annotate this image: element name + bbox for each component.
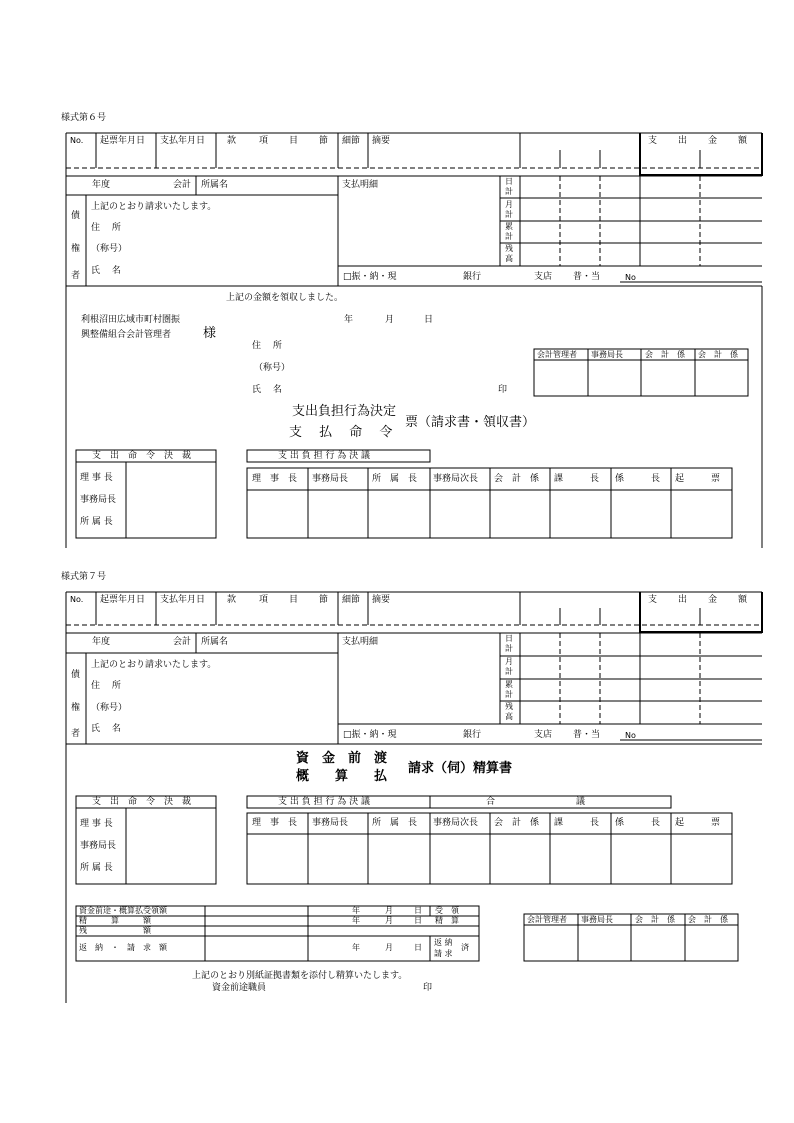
- header-tekiyo: 摘要: [372, 595, 391, 605]
- futan-col: 所 属 長: [372, 474, 418, 484]
- meirei-row: 理 事 長: [80, 473, 113, 483]
- kei-label: 日: [505, 634, 513, 643]
- settle-month: 月: [385, 916, 393, 925]
- settle-day: 日: [414, 916, 422, 925]
- futan-col: 係 長: [615, 818, 661, 828]
- settle-henno: 返 納: [434, 938, 453, 947]
- receipt-text: 上記の金額を領収しました。: [226, 293, 344, 303]
- amount-char: 額: [738, 595, 748, 605]
- header-shiharai-date: 支払年月日: [160, 595, 206, 605]
- meirei-title: 支 出 命 令 決 裁: [92, 451, 192, 461]
- creditor-char: 権: [71, 703, 81, 713]
- seal-mark: 印: [423, 983, 433, 993]
- header-kou: 項: [259, 136, 269, 146]
- kei-label: 残: [505, 702, 513, 711]
- doc-title-suffix: 票（請求書・領収書）: [405, 415, 536, 430]
- creditor-char: 権: [71, 244, 81, 254]
- meirei-row: 所 属 長: [80, 517, 113, 527]
- futan-col: 課 長: [554, 474, 600, 484]
- approval-header: 事務局長: [581, 915, 613, 924]
- settle-row-label: 精 算 額: [79, 916, 151, 925]
- kei-label: 計: [505, 210, 513, 219]
- address-label-2: 住 所: [252, 341, 282, 351]
- furi-label: □振・納・現: [343, 730, 397, 740]
- kei-label: 高: [505, 712, 513, 721]
- name-label-2: 氏 名: [252, 385, 282, 395]
- bank-label: 銀行: [463, 730, 482, 740]
- futan-col: 所 属 長: [372, 818, 418, 828]
- settle-day: 日: [414, 906, 422, 915]
- bank-label: 銀行: [463, 272, 482, 282]
- futan-col: 事務局長: [312, 474, 349, 484]
- futan-col: 課 長: [554, 818, 600, 828]
- org-name-1: 利根沼田広域市町村圏振: [81, 315, 181, 325]
- settle-row-label: 残 額: [79, 926, 151, 935]
- seal-mark: 印: [498, 385, 508, 395]
- doc-title-line1: 資 金 前 渡: [296, 751, 388, 766]
- approval-header: 会 計 係: [645, 350, 685, 359]
- settle-row-label: 資金前途・概算払受領額: [79, 906, 167, 915]
- futan-col: 会 計 係: [494, 474, 540, 484]
- shogo-label: （称号）: [91, 703, 128, 713]
- futan-title: 支 出 負 担 行 為 決 議: [278, 797, 371, 807]
- settle-juryo: 受 領: [435, 906, 459, 915]
- header-shiharai-date: 支払年月日: [160, 136, 206, 146]
- nendo-label: 年度: [92, 180, 111, 190]
- form6-title: 様式第６号: [61, 113, 107, 123]
- meirei-row: 理 事 長: [80, 819, 113, 829]
- header-moku: 目: [289, 595, 299, 605]
- meirei-row: 事務局長: [80, 495, 117, 505]
- approval-header: 会 計 係: [688, 915, 728, 924]
- kei-label: 計: [505, 644, 513, 653]
- settle-month: 月: [385, 906, 393, 915]
- settle-seikyu: 請 求: [434, 949, 453, 958]
- kei-label: 日: [505, 177, 513, 186]
- name-label: 氏 名: [91, 724, 121, 734]
- header-no: No.: [70, 595, 84, 604]
- gougi-title: 合 議: [486, 797, 586, 807]
- branch-label: 支店: [534, 272, 553, 282]
- futan-col: 起 票: [675, 474, 721, 484]
- kei-label: 計: [505, 690, 513, 699]
- approval-header: 事務局長: [591, 350, 623, 359]
- doc-title-suffix: 請求（伺）精算書: [408, 761, 513, 776]
- kei-label: 高: [505, 254, 513, 263]
- kei-label: 計: [505, 232, 513, 241]
- futsu-label: 普・当: [573, 730, 601, 740]
- branch-label: 支店: [534, 730, 553, 740]
- header-no: No.: [70, 136, 84, 145]
- shogo-label-2: （称号）: [254, 363, 291, 373]
- settle-year: 年: [352, 906, 360, 915]
- futan-col: 会 計 係: [494, 818, 540, 828]
- approval-header: 会 計 係: [635, 915, 675, 924]
- approval-header: 会計管理者: [537, 350, 577, 359]
- request-text: 上記のとおり請求いたします。: [91, 660, 217, 670]
- approval-header: 会計管理者: [527, 915, 567, 924]
- meisai-label: 支払明細: [342, 180, 379, 190]
- kei-label: 残: [505, 244, 513, 253]
- account-no-label: No: [625, 731, 636, 740]
- creditor-char: 債: [71, 670, 81, 680]
- futsu-label: 普・当: [573, 272, 601, 282]
- staff-label: 資金前途職員: [212, 983, 267, 993]
- amount-char: 支: [648, 595, 658, 605]
- kei-label: 月: [505, 200, 513, 209]
- meirei-title: 支 出 命 令 決 裁: [92, 797, 192, 807]
- furi-label: □振・納・現: [343, 272, 397, 282]
- futan-col: 理 事 長: [252, 818, 298, 828]
- nendo-label: 年度: [92, 637, 111, 647]
- date-year: 年: [344, 315, 354, 325]
- creditor-char: 者: [71, 729, 81, 739]
- futan-col: 係 長: [615, 474, 661, 484]
- kei-label: 累: [505, 680, 513, 689]
- shozoku-label: 所属名: [201, 180, 229, 190]
- approval-header: 会 計 係: [698, 350, 738, 359]
- futan-col: 事務局長: [312, 818, 349, 828]
- header-setsu: 節: [319, 595, 329, 605]
- meisai-label: 支払明細: [342, 637, 379, 647]
- futan-col: 事務局次長: [433, 474, 479, 484]
- futan-col: 起 票: [675, 818, 721, 828]
- meirei-row: 所 属 長: [80, 863, 113, 873]
- shozoku-label: 所属名: [201, 637, 229, 647]
- header-kihyo-date: 起票年月日: [100, 136, 146, 146]
- amount-char: 支: [648, 136, 658, 146]
- form7-title: 様式第７号: [61, 572, 107, 582]
- amount-char: 金: [708, 595, 718, 605]
- kaikei-label: 会計: [173, 180, 192, 190]
- account-no-label: No: [625, 273, 636, 282]
- header-kan: 款: [227, 136, 237, 146]
- futan-col: 理 事 長: [252, 474, 298, 484]
- kei-label: 月: [505, 657, 513, 666]
- doc-title-line1: 支出負担行為決定: [292, 404, 397, 419]
- org-name-2: 興整備組合会計管理者: [81, 330, 172, 340]
- creditor-char: 債: [71, 211, 81, 221]
- kei-label: 計: [505, 667, 513, 676]
- header-saisetsu: 細節: [342, 136, 361, 146]
- header-kou: 項: [259, 595, 269, 605]
- futan-col: 事務局次長: [433, 818, 479, 828]
- address-label: 住 所: [91, 223, 121, 233]
- address-label: 住 所: [91, 681, 121, 691]
- settle-year: 年: [352, 943, 360, 952]
- meirei-row: 事務局長: [80, 841, 117, 851]
- header-kihyo-date: 起票年月日: [100, 595, 146, 605]
- amount-char: 金: [708, 136, 718, 146]
- header-setsu: 節: [319, 136, 329, 146]
- header-tekiyo: 摘要: [372, 136, 391, 146]
- amount-char: 出: [678, 595, 688, 605]
- header-moku: 目: [289, 136, 299, 146]
- doc-title-line2: 支 払 命 令: [289, 425, 393, 440]
- date-month: 月: [385, 315, 395, 325]
- date-day: 日: [424, 315, 434, 325]
- sama-label: 様: [203, 326, 217, 341]
- futan-title: 支 出 負 担 行 為 決 議: [278, 451, 371, 461]
- name-label: 氏 名: [91, 266, 121, 276]
- amount-char: 額: [738, 136, 748, 146]
- header-kan: 款: [227, 595, 237, 605]
- kei-label: 累: [505, 222, 513, 231]
- settle-year: 年: [352, 916, 360, 925]
- settle-row-label: 返 納 ・ 請 求 額: [79, 943, 167, 952]
- creditor-char: 者: [71, 271, 81, 281]
- amount-char: 出: [678, 136, 688, 146]
- shogo-label: （称号）: [91, 244, 128, 254]
- settle-month: 月: [385, 943, 393, 952]
- settle-day: 日: [414, 943, 422, 952]
- kaikei-label: 会計: [173, 637, 192, 647]
- doc-title-line2: 概 算 払: [296, 769, 388, 784]
- settle-seisan: 精 算: [435, 916, 459, 925]
- kei-label: 計: [505, 187, 513, 196]
- settle-zumi: 済: [461, 943, 469, 952]
- request-text: 上記のとおり請求いたします。: [91, 202, 217, 212]
- closing-text: 上記のとおり別紙証拠書類を添付し精算いたします。: [192, 971, 408, 981]
- header-saisetsu: 細節: [342, 595, 361, 605]
